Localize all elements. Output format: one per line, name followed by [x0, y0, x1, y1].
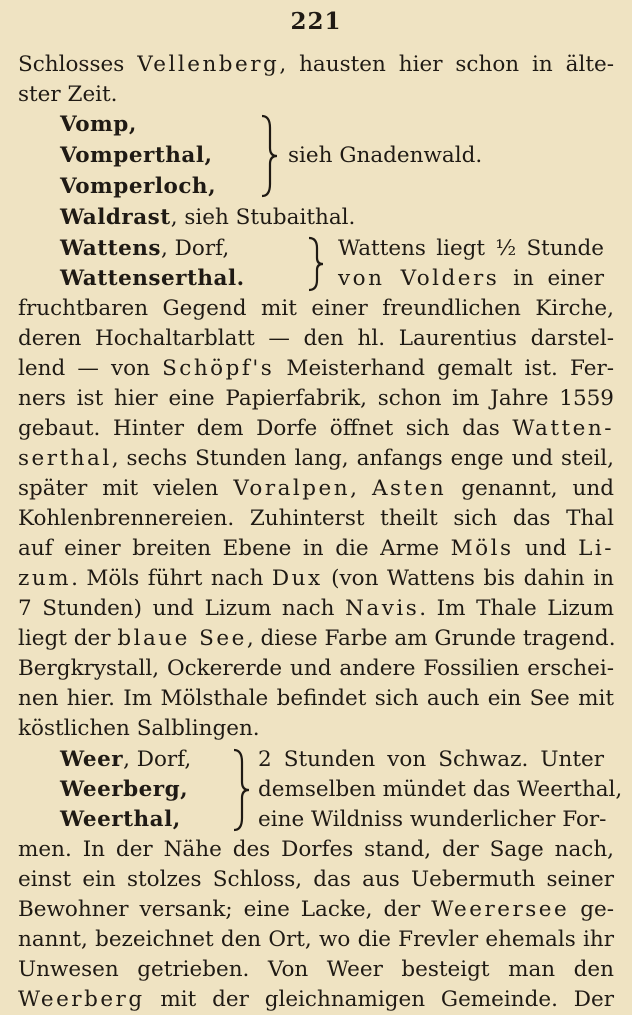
- text-line: [18, 564, 614, 594]
- text-line: nen hier. Im Mölsthale befindet sich auch ein See mit: [18, 686, 614, 711]
- text-span: , sieh Stubaithal.: [170, 205, 356, 230]
- headword: Vomp,: [60, 112, 137, 137]
- text-span: 7 Stunden) und Lizum nach: [18, 596, 346, 621]
- page-number: 221: [290, 8, 342, 35]
- text-span: liegt der: [18, 626, 118, 651]
- text-line: [18, 354, 614, 384]
- text-line: [18, 624, 614, 654]
- headword: Wattenserthal.: [60, 266, 245, 291]
- text-span: Schlosses: [18, 52, 138, 77]
- text-span: Bewohner versank; eine Lacke, der: [18, 897, 432, 922]
- text-line: köstlichen Salblingen.: [18, 716, 260, 741]
- spaced-name: von Volders: [338, 266, 500, 291]
- right-brace-icon: [258, 114, 280, 198]
- spaced-name: blaue See: [117, 626, 247, 651]
- text-span: auf einer breiten Ebene in die Arme: [18, 536, 451, 561]
- text-span: mit der gleichnamigen Gemeinde. Der: [144, 987, 614, 1012]
- entry-text: demselben mündet das Weerthal,: [258, 777, 623, 802]
- text-span: , Dorf,: [161, 236, 230, 261]
- text-line: [18, 444, 614, 474]
- text-line: Kohlenbrennereien. Zuhinterst theilt sich das Thal: [18, 506, 614, 531]
- right-brace-icon: [305, 236, 327, 292]
- text-span: Meisterhand gemalt ist. Fer-: [274, 356, 614, 381]
- text-span: später mit vielen: [18, 476, 234, 501]
- headword: Vomperthal,: [60, 143, 213, 168]
- cross-reference: sieh Gnadenwald.: [288, 143, 483, 168]
- entry-line: [60, 203, 355, 233]
- text-line: [18, 534, 614, 564]
- text-line: nannt, bezeichnet den Ort, wo die Frevler ehemals ihr: [18, 927, 614, 952]
- text-span: lend — von: [18, 356, 163, 381]
- text-line: ners ist hier eine Papierfabrik, schon im Jahre 1559: [18, 386, 614, 411]
- text-span: und: [513, 536, 579, 561]
- text-line: [18, 985, 614, 1015]
- spaced-name: zum: [18, 566, 72, 591]
- text-line: men. In der Nähe des Dorfes stand, der Sage nach,: [18, 837, 614, 862]
- text-line: [18, 474, 614, 504]
- spaced-name: Watten-: [512, 416, 614, 441]
- text-span: , hausten hier schon in älte-: [279, 52, 614, 77]
- text-span: , Dorf,: [123, 747, 192, 772]
- text-span: . Möls führt nach: [71, 566, 272, 591]
- spaced-name: Weerberg: [18, 987, 145, 1012]
- entry-text: 2 Stunden von Schwaz. Unter: [258, 747, 604, 772]
- text-line: fruchtbaren Gegend mit einer freundlichen Kirche,: [18, 296, 614, 321]
- text-span: ,: [350, 476, 372, 501]
- headword: Wattens: [60, 236, 161, 261]
- text-line: [18, 895, 614, 925]
- text-span: , sechs Stunden lang, anfangs enge und steil,: [111, 446, 614, 471]
- spaced-name: Li-: [578, 536, 614, 561]
- text-line: [18, 50, 614, 80]
- text-span: genannt, und: [446, 476, 615, 501]
- spaced-name: Weerersee: [431, 897, 570, 922]
- text-span: . Im Thale Lizum: [419, 596, 615, 621]
- entry-text: Wattens liegt ½ Stunde: [338, 236, 604, 261]
- spaced-name: Navis: [345, 596, 420, 621]
- text-span: , diese Farbe am Grunde tragend.: [246, 626, 616, 651]
- entry-line: [60, 745, 191, 775]
- spaced-name: Möls: [450, 536, 514, 561]
- headword: Weerberg,: [60, 777, 189, 802]
- text-line: deren Hochaltarblatt — den hl. Laurentius darstel-: [18, 326, 614, 351]
- spaced-name: Asten: [371, 476, 447, 501]
- text-line: Bergkrystall, Ockererde und andere Fossilien erschei-: [18, 656, 614, 681]
- headword: Waldrast: [60, 205, 171, 230]
- text-line: ster Zeit.: [18, 82, 118, 107]
- spaced-name: Vellenberg: [137, 52, 280, 77]
- headword: Weerthal,: [60, 807, 181, 832]
- text-line: [18, 414, 614, 444]
- spaced-name: Schöpf's: [162, 356, 275, 381]
- text-span: (von Wattens bis dahin in: [322, 566, 614, 591]
- text-line: einst ein stolzes Schloss, das aus Uebermuth seiner: [18, 867, 614, 892]
- headword: Vomperloch,: [60, 174, 217, 199]
- right-brace-icon: [230, 748, 252, 832]
- text-line: [18, 594, 614, 624]
- spaced-name: serthal: [18, 446, 112, 471]
- text-line: Unwesen getrieben. Von Weer besteigt man den: [18, 957, 614, 982]
- spaced-name: Dux: [271, 566, 323, 591]
- entry-text: eine Wildniss wunderlicher For-: [258, 807, 607, 832]
- entry-text: [338, 264, 604, 294]
- entry-line: [60, 234, 229, 264]
- text-span: gebaut. Hinter dem Dorfe öffnet sich das: [18, 416, 513, 441]
- headword: Weer: [60, 747, 124, 772]
- text-span: ge-: [569, 897, 614, 922]
- text-span: in einer: [499, 266, 604, 291]
- spaced-name: Voralpen: [233, 476, 351, 501]
